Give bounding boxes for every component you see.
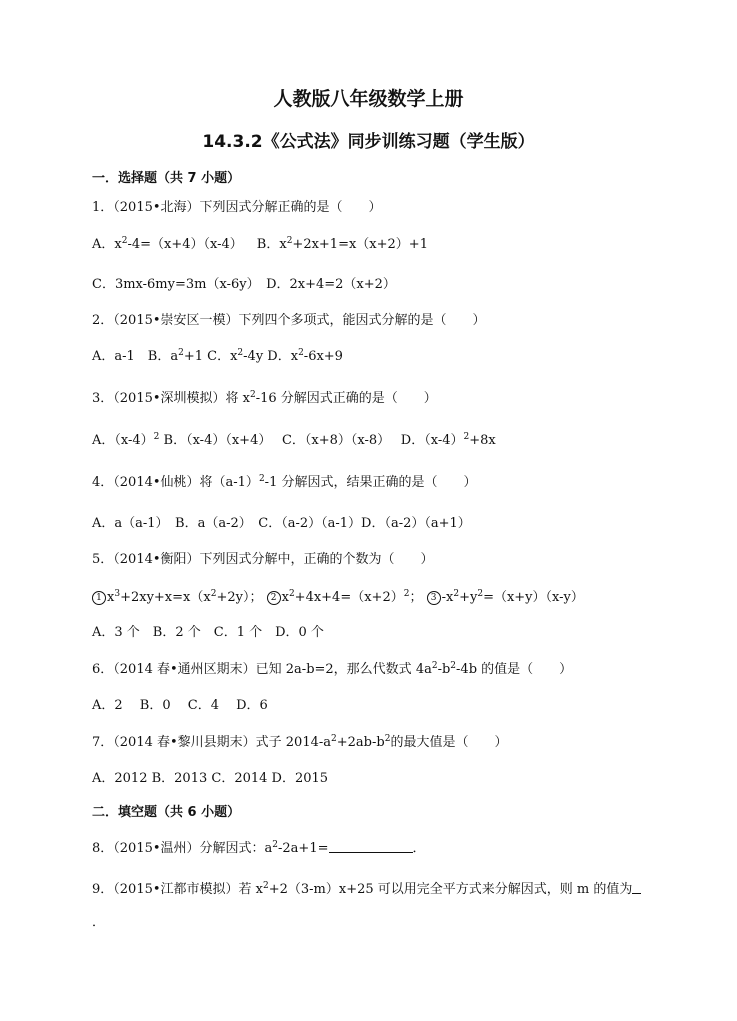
answer-blank[interactable] <box>329 839 413 853</box>
question-5-expressions: 1 $x^3+2xy+x=x(x^2+2y)$； 2 $x^2+4x+4=(x+2)^2$； 3 $-x^2+y^2=(x+y)(x-y)$ <box>92 589 584 607</box>
question-6-stem: 6．（2014 春•通州区期末）已知 2a-b=2，那么代数式 $4a^2-b^2-4b$ 的值是（ ） <box>92 661 573 677</box>
question-1-options-cd: C．3mx-6my=3m（x-6y） D．2x+4=2（x+2） <box>92 277 396 292</box>
question-6-options: A．2 B．0 C．4 D．6 <box>92 698 268 713</box>
question-5-stem: 5．（2014•衡阳）下列因式分解中，正确的个数为（ ） <box>92 552 434 567</box>
circled-number-2: 2 <box>267 591 281 605</box>
question-3-options: A．$(x-4)^2$ B．（x-4）（x+4） C．（x+8）（x-8） D．$(x-4)^2+8x$ <box>92 432 496 448</box>
question-9-end: ． <box>92 915 106 930</box>
question-4-options: A．a（a-1） B．a（a-2） C．（a-2）（a-1）D．（a-2）（a+1） <box>92 516 471 531</box>
question-4-stem: 4．（2014•仙桃）将$(a-1)^2-1$ 分解因式，结果正确的是（ ） <box>92 474 477 490</box>
circled-number-1: 1 <box>92 591 106 605</box>
question-8: 8．（2015•温州）分解因式：$a^2-2a+1=$ ． <box>92 840 426 856</box>
question-2-options: A．a-1 B．$a^2+1$ C．$x^2-4y$ D．$x^2-6x+9$ <box>92 348 343 364</box>
question-1-stem: 1．（2015•北海）下列因式分解正确的是（ ） <box>92 200 382 215</box>
document-title: 人教版八年级数学上册 <box>273 88 464 110</box>
question-2-stem: 2．（2015•崇安区一模）下列四个多项式，能因式分解的是（ ） <box>92 313 486 328</box>
section-heading-fill: 二．填空题（共 6 小题） <box>92 805 241 820</box>
question-3-stem: 3．（2015•深圳模拟）将 $x^2-16$ 分解因式正确的是（ ） <box>92 390 437 406</box>
question-5-options: A．3 个 B．2 个 C．1 个 D．0 个 <box>92 625 324 640</box>
section-heading-choice: 一．选择题（共 7 小题） <box>92 171 241 186</box>
document-subtitle: 14.3.2《公式法》同步训练习题（学生版） <box>202 132 535 152</box>
question-7-options: A．2012 B．2013 C．2014 D．2015 <box>92 771 329 786</box>
question-1-options-ab: A．$x^2-4=(x+4)(x-4)$ B．$x^2+2x+1=x(x+2)+1$ <box>92 236 428 252</box>
answer-blank[interactable] <box>632 880 641 894</box>
circled-number-3: 3 <box>427 591 441 605</box>
question-9: 9．（2015•江都市模拟）若 $x^2+2(3-m)x+25$ 可以用完全平方式来分解因式，则 m 的值为 <box>92 880 641 899</box>
question-7-stem: 7．（2014 春•黎川县期末）式子 $2014-a^2+2ab-b^2$的最大值是（ ） <box>92 734 508 750</box>
